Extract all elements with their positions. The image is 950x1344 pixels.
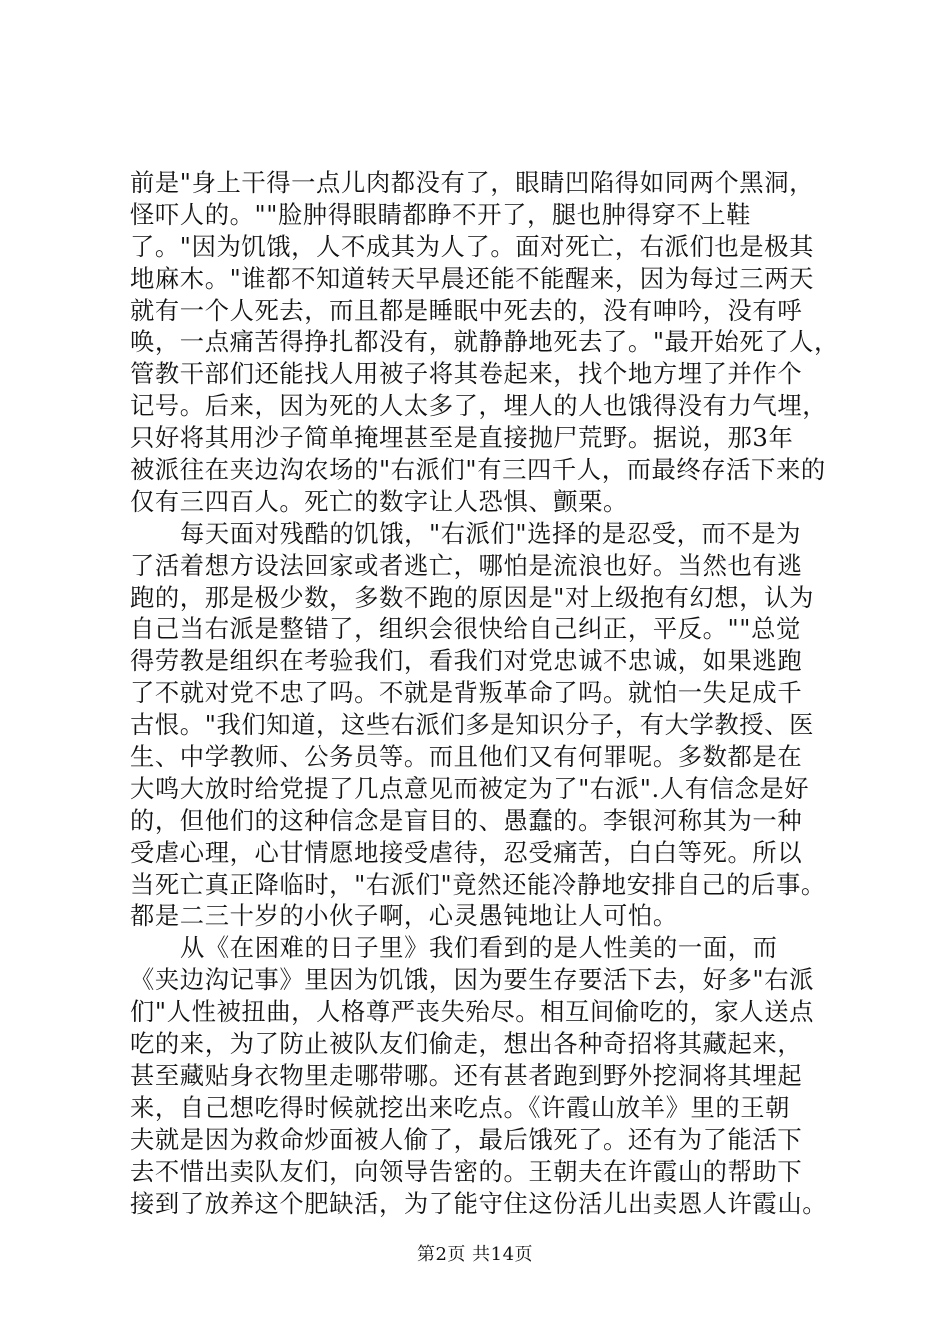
text-line: 仅有三四百人。死亡的数字让人恐惧、颤栗。 — [130, 486, 628, 516]
text-line: 被派往在夹边沟农场的"右派们"有三四千人，而最终存活下来的 — [130, 455, 826, 485]
text-line: 自己当右派是整错了，组织会很快给自己纠正，平反。""总觉 — [130, 614, 801, 644]
document-body — [130, 167, 839, 1219]
text-line: 大鸣大放时给党提了几点意见而被定为了"右派".人有信念是好 — [130, 773, 810, 803]
text-line: 了不就对党不忠了吗。不就是背叛革命了吗。就怕一失足成千 — [130, 678, 803, 708]
text-line: 了活着想方设法回家或者逃亡，哪怕是流浪也好。当然也有逃 — [130, 550, 803, 580]
text-line: 地麻木。"谁都不知道转天早晨还能不能醒来，因为每过三两天 — [130, 263, 814, 293]
text-line: 怪吓人的。""脸肿得眼睛都睁不开了，腿也肿得穿不上鞋 — [130, 199, 752, 229]
text-line: 甚至藏贴身衣物里走哪带哪。还有甚者跑到野外挖洞将其埋起 — [130, 1060, 803, 1090]
text-line: 去不惜出卖队友们，向领导告密的。王朝夫在许霞山的帮助下 — [130, 1156, 803, 1186]
text-line: 管教干部们还能找人用被子将其卷起来，找个地方埋了并作个 — [130, 359, 803, 389]
text-line: 夫就是因为救命炒面被人偷了，最后饿死了。还有为了能活下 — [130, 1124, 803, 1154]
text-line: 的，但他们的这种信念是盲目的、愚蠢的。李银河称其为一种 — [130, 805, 803, 835]
text-line: 生、中学教师、公务员等。而且他们又有何罪呢。多数都是在 — [130, 742, 803, 772]
text-line: 了。"因为饥饿，人不成其为人了。面对死亡，右派们也是极其 — [130, 231, 814, 261]
paragraph — [130, 518, 830, 933]
text-line: 吃的来，为了防止被队友们偷走，想出各种奇招将其藏起来， — [130, 1029, 803, 1059]
text-line: 《夹边沟记事》里因为饥饿，因为要生存要活下去，好多"右派 — [130, 965, 814, 995]
text-line: 跑的，那是极少数，多数不跑的原因是"对上级抱有幻想，认为 — [130, 582, 814, 612]
paragraph — [130, 167, 839, 518]
text-line: 就有一个人死去，而且都是睡眠中死去的，没有呻吟，没有呼 — [130, 295, 803, 325]
text-line: 从《在困难的日子里》我们看到的是人性美的一面，而 — [180, 933, 778, 963]
text-line: 唤，一点痛苦得挣扎都没有，就静静地死去了。"最开始死了人， — [130, 327, 839, 357]
text-line: 记号。后来，因为死的人太多了，埋人的人也饿得没有力气埋， — [130, 391, 828, 421]
text-line: 都是二三十岁的小伙子啊，心灵愚钝地让人可怕。 — [130, 901, 678, 931]
text-line: 每天面对残酷的饥饿，"右派们"选择的是忍受，而不是为 — [180, 518, 802, 548]
text-line: 受虐心理，心甘情愿地接受虐待，忍受痛苦，白白等死。所以 — [130, 837, 803, 867]
text-line: 只好将其用沙子简单掩埋甚至是直接抛尸荒野。据说，那3年 — [130, 423, 794, 453]
text-line: 得劳教是组织在考验我们，看我们对党忠诚不忠诚，如果逃跑 — [130, 646, 803, 676]
page-footer: 第2页 共14页 — [416, 1244, 534, 1265]
text-line: 当死亡真正降临时，"右派们"竟然还能冷静地安排自己的后事。 — [130, 869, 826, 899]
text-line: 来，自己想吃得时候就挖出来吃点。《许霞山放羊》里的王朝 — [130, 1092, 791, 1122]
paragraph — [130, 932, 830, 1219]
text-line: 前是"身上干得一点儿肉都没有了，眼睛凹陷得如同两个黑洞， — [130, 168, 814, 197]
text-line: 古恨。"我们知道，这些右派们多是知识分子，有大学教授、医 — [130, 710, 814, 740]
text-line: 接到了放养这个肥缺活，为了能守住这份活儿出卖恩人许霞山。 — [130, 1188, 828, 1218]
text-line: 们"人性被扭曲，人格尊严丧失殆尽。相互间偷吃的，家人送点 — [130, 997, 814, 1027]
